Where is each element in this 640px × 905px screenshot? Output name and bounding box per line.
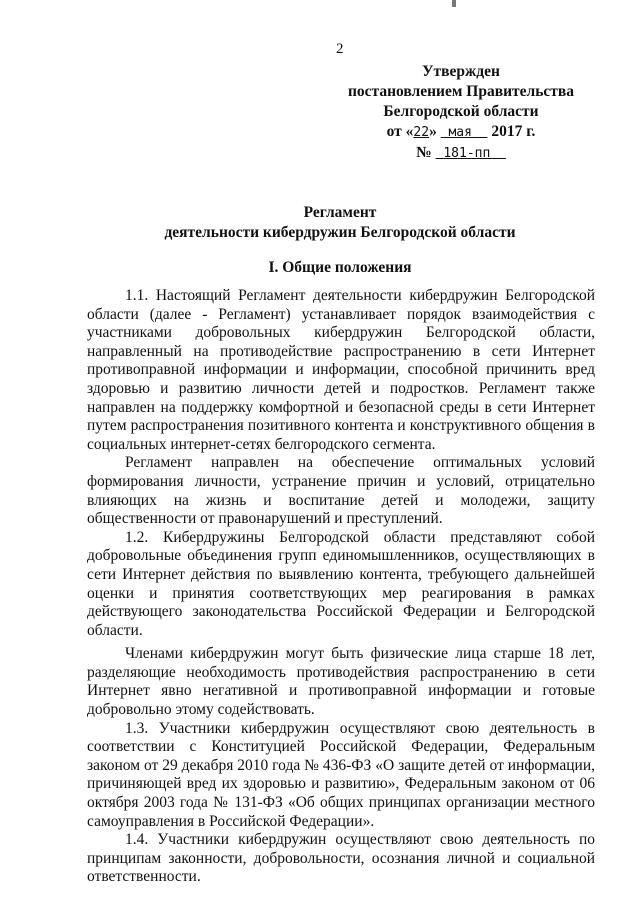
paragraph-1-2-continued: Членами кибердружин могут быть физические лица старше 18 лет, разделяющие необходимость противодействия распространению в сети Интернет явно негативной и противоправной информации и готовые добровольно этому содействовать. (87, 645, 595, 719)
date-day: 22 (413, 125, 430, 140)
approval-line-3: Белгородской области (383, 103, 539, 120)
date-month-blank (441, 122, 488, 143)
approval-date (338, 122, 584, 143)
date-prefix: от « (386, 123, 414, 140)
paragraph-1-3: 1.3. Участники кибердружин осуществляют свою деятельность в соответствии с Конституцией Российской Федерации, Федеральным законом от 29 декабря 2010 года № 436-ФЗ «О защите детей от информации, причиняющей вред их здоровью и развитию», Федеральным законом от 06 октября 2003 года № 131-ФЗ «Об общих принципах организации местного самоуправления в Российской Федерации». (87, 719, 595, 830)
date-mid: » (429, 123, 437, 140)
approval-line-2: постановлением Правительства (347, 83, 575, 100)
number-prefix: № (416, 144, 432, 161)
paragraph-1-4: 1.4. Участники кибердружин осуществляют свою деятельность по принципам законности, добровольности, осознания личной и социальной ответственности. (87, 831, 595, 886)
number-value: 181-пп (443, 146, 491, 161)
scan-mark (452, 0, 456, 7)
document-title (90, 203, 590, 243)
approval-line-1: Утвержден (422, 63, 500, 80)
approval-number (338, 143, 584, 164)
date-month: мая (448, 125, 472, 140)
number-blank (436, 143, 506, 164)
body-text (87, 287, 595, 887)
page-number: 2 (336, 41, 344, 57)
title-line-2: деятельности кибердружин Белгородской области (164, 224, 516, 241)
paragraph-1-1: 1.1. Настоящий Регламент деятельности кибердружин Белгородской области (далее - Регламент) устанавливает порядок взаимодействия с участниками добровольных кибердружин Белгородской области, направленный на противодействие распространению в сети Интернет противоправной информации и информации, способной причинить вред здоровью и развитию личности детей и подростков. Регламент также направлен на поддержку комфортной и безопасной среды в сети Интернет путем распространения позитивного контента и конструктивного общения в социальных интернет-сетях белгородского сегмента. (87, 287, 595, 453)
date-year: 2017 г. (491, 123, 536, 140)
section-heading: I. Общие положения (268, 259, 412, 276)
title-line-1: Регламент (303, 204, 377, 221)
paragraph-1-2: 1.2. Кибердружины Белгородской области представляют собой добровольные объединения групп единомышленников, осуществляющих в сети Интернет действия по выявлению контента, требующего дальнейшей оценки и принятия соответствующих мер реагирования в рамках действующего законодательства Российской Федерации и Белгородской области. (87, 528, 595, 639)
approval-stamp (338, 62, 584, 164)
paragraph-1-1-continued: Регламент направлен на обеспечение оптимальных условий формирования личности, устранение причин и условий, отрицательно влияющих на жизнь и воспитание детей и молодежи, защиту общественности от правонарушений и преступлений. (87, 454, 595, 528)
